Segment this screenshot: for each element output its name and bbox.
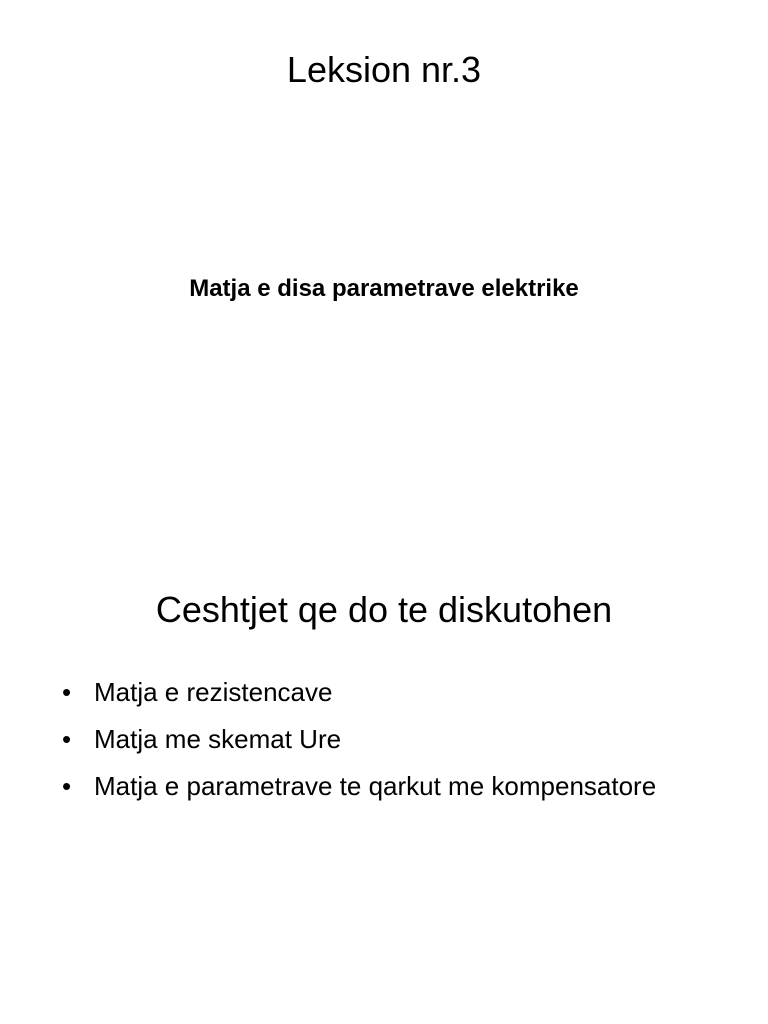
bullet-text: Matja me skemat Ure [94,724,342,754]
slide-title: Ceshtjet qe do te diskutohen [155,589,613,630]
bullet-text: Matja e rezistencave [94,677,333,707]
slide-title: Leksion nr.3 [286,49,482,90]
bullet-list [62,672,722,813]
bullet-icon: • [62,771,72,801]
bullet-icon: • [62,677,72,707]
bullet-item [62,672,722,712]
bullet-item [62,766,722,806]
slide-2 [0,512,768,1024]
slide-subtitle: Matja e disa parametrave elektrike [189,275,579,302]
bullet-icon: • [62,724,72,754]
bullet-text: Matja e parametrave te qarkut me kompensatore [94,771,657,801]
bullet-item [62,719,722,759]
